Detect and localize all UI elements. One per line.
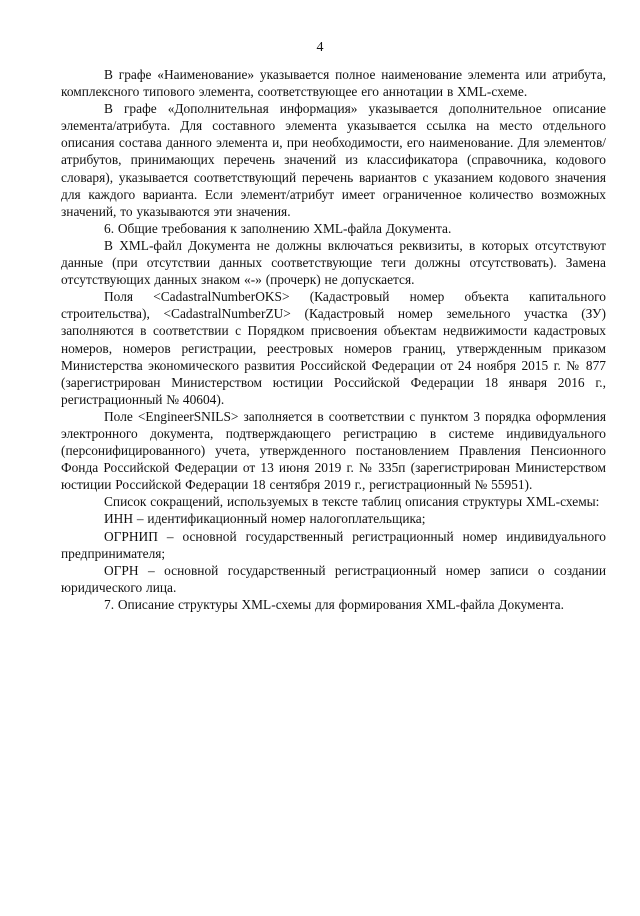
document-body [61,66,606,613]
abbreviations-intro: Список сокращений, используемых в тексте таблиц описания структуры XML-схемы: [104,494,600,510]
paragraph-engineer-snils: Поле <EngineerSNILS> заполняется в соответствии с пунктом 3 порядка оформления электронного документа, подтверждающего регистрацию в системе индивидуального (персонифицированного) учета, утвержденного постановлением Правления Пенсионного Фонда Российской Федерации от 13 июня 2019 г. № 335п (зарегистрирован Министерством юстиции Российской Федерации 18 сентября 2019 г., регистрационный № 55951). [61,408,606,493]
section-6-heading: 6. Общие требования к заполнению XML-файла Документа. [104,220,452,236]
abbreviation-ogrnip: ОГРНИП – основной государственный регистрационный номер индивидуального предпринимателя; [61,528,606,561]
abbreviation-ogrn: ОГРН – основной государственный регистрационный номер записи о создании юридического лица. [61,562,606,595]
paragraph-name-column: В графе «Наименование» указывается полное наименование элемента или атрибута, комплексного типового элемента, соответствующее его аннотации в XML-схеме. [61,67,606,100]
paragraph-additional-info: В графе «Дополнительная информация» указывается дополнительное описание элемента/атрибута. Для составного элемента указывается ссылка на место отдельного описания состава данного элемента и, при необходимости, его наименование. Для элементов/атрибутов, принимающих перечень значений из классификатора (справочника, кодового словаря), указывается соответствующий перечень вариантов с указанием кодового значения для каждого варианта. Если элемент/атрибут имеет ограниченное количество возможных значений, то указываются эти значения. [61,101,606,219]
paragraph-cadastral-fields: Поля <CadastralNumberOKS> (Кадастровый номер объекта капитального строительства), <CadastralNumberZU> (Кадастровый номер земельного участка (ЗУ) заполняются в соответствии с Порядком присвоения объектам недвижимости кадастровых номеров, номеров регистрации, реестровых номеров границ, утвержденным приказом Министерства экономического развития Российской Федерации от 24 ноября 2015 г. № 877 (зарегистрирован Министерством юстиции Российской Федерации 18 января 2016 г., регистрационный № 40604). [61,289,606,407]
abbreviation-inn: ИНН – идентификационный номер налогоплательщика; [104,511,426,527]
page-number: 4 [316,40,324,55]
paragraph-missing-data: В XML-файл Документа не должны включаться реквизиты, в которых отсутствуют данные (при отсутствии данных соответствующие теги должны отсутствовать). Замена отсутствующих данных знаком «-» (прочерк) не допускается. [61,237,606,288]
section-7-heading: 7. Описание структуры XML-схемы для формирования XML-файла Документа. [104,596,564,612]
